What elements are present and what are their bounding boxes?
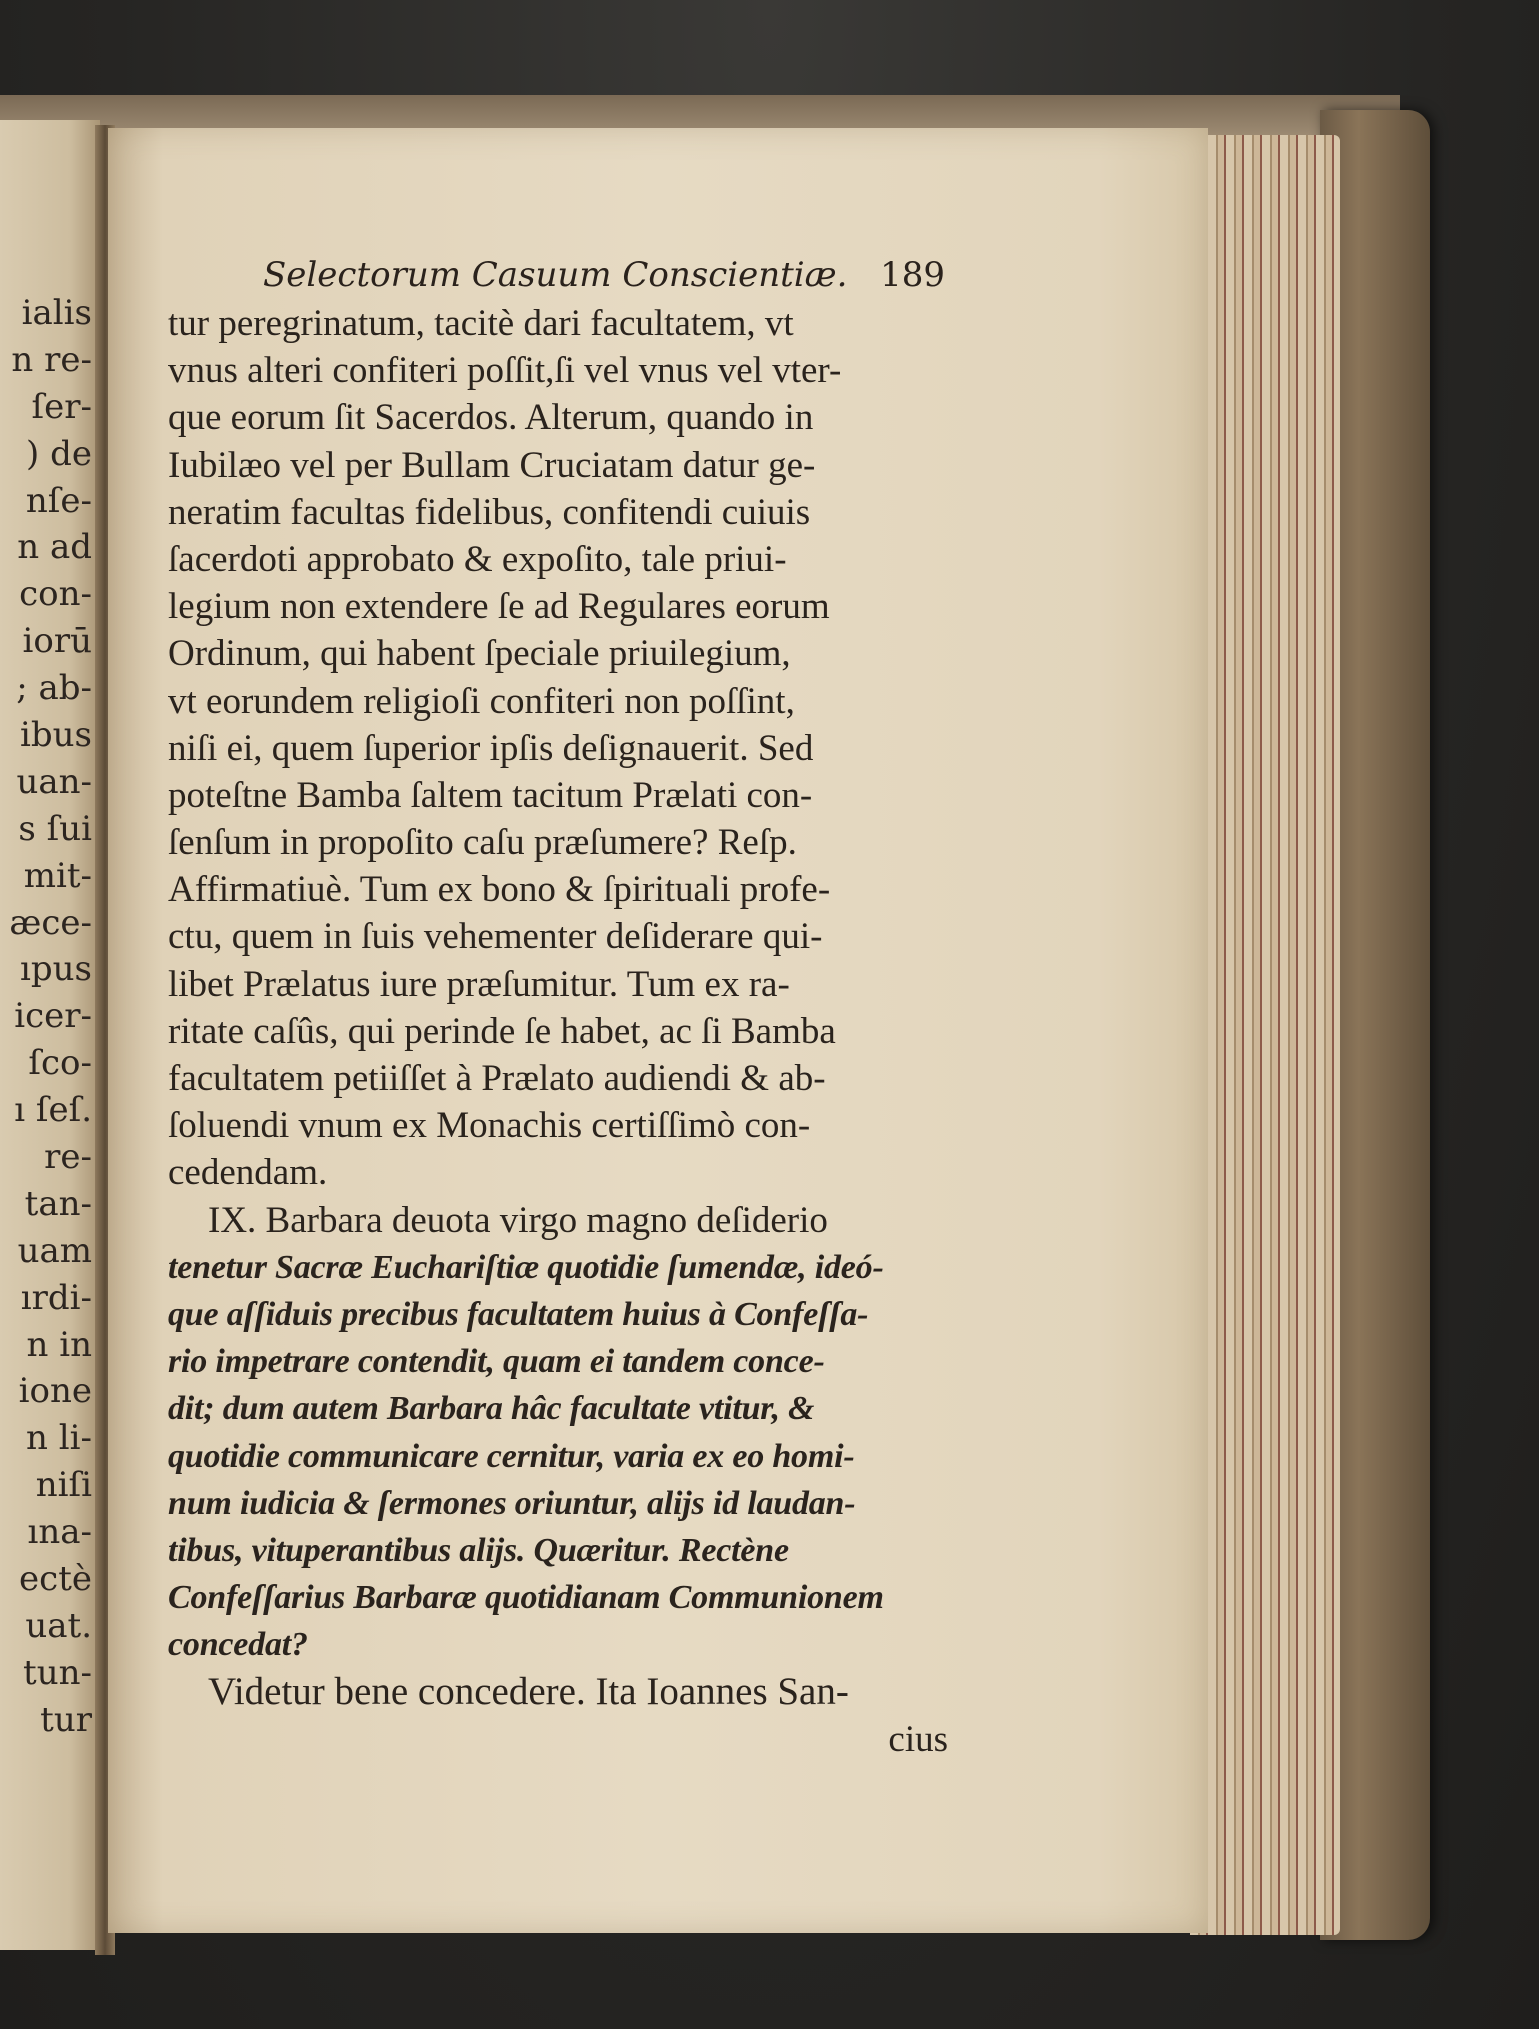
text-line: vt eorundem religioſi confiteri non poſſint, xyxy=(168,680,795,722)
text-line: Confeſſarius Barbaræ quotidianam Communionem xyxy=(168,1579,884,1617)
left-page-line: n re- xyxy=(11,339,92,380)
text-line: cius xyxy=(888,1718,948,1760)
left-page-line: tan- xyxy=(24,1183,92,1224)
text-line: Iubilæo vel per Bullam Cruciatam datur ge- xyxy=(168,444,816,486)
text-line: Videtur bene concedere. Ita Ioannes San- xyxy=(208,1670,849,1714)
left-page-line: uam xyxy=(17,1230,92,1271)
text-line: legium non extendere ſe ad Regulares eorum xyxy=(168,586,830,628)
text-line: niſi ei, quem ſuperior ipſis deſignauerit. Sed xyxy=(168,727,814,769)
left-page-line: uan- xyxy=(16,761,92,802)
text-line: rio impetrare contendit, quam ei tandem conce- xyxy=(168,1343,825,1381)
left-page-line: ına- xyxy=(27,1512,92,1553)
text-line: ſoluendi vnum ex Monachis certiſſimò con- xyxy=(168,1105,811,1147)
left-page-line: n li- xyxy=(26,1418,92,1459)
page-edges xyxy=(1190,135,1340,1935)
left-page-line: ibus xyxy=(20,715,92,756)
left-page-line: tun- xyxy=(23,1652,92,1693)
left-page-line: ione xyxy=(18,1371,92,1412)
left-page-line: ) de xyxy=(26,433,92,474)
text-line: neratim facultas fidelibus, confitendi cuiuis xyxy=(168,491,811,533)
text-line: ctu, quem in ſuis vehementer deſiderare qui- xyxy=(168,916,823,958)
text-line: tenetur Sacræ Euchariſtiæ quotidie ſumendæ, ideó- xyxy=(168,1248,884,1286)
text-line: concedat? xyxy=(168,1626,308,1664)
text-line: ſenſum in propoſito caſu præſumere? Reſp. xyxy=(168,822,797,864)
left-page-line: ırdi- xyxy=(20,1277,92,1318)
text-line: cedendam. xyxy=(168,1152,328,1194)
text-line: num iudicia & ſermones oriuntur, alijs id laudan- xyxy=(168,1484,856,1522)
left-page-line: ſco- xyxy=(28,1043,92,1084)
left-page-line: con- xyxy=(19,574,92,615)
left-page-line: ; ab- xyxy=(16,668,92,709)
left-page-line: ı ſeſ. xyxy=(14,1090,92,1131)
text-line: tur peregrinatum, tacitè dari facultatem, vt xyxy=(168,303,794,344)
text-line: quotidie communicare cernitur, varia ex eo homi- xyxy=(168,1437,855,1475)
body-text xyxy=(168,300,948,1763)
left-page-line: tur xyxy=(40,1699,92,1740)
text-line: IX. Barbara deuota virgo magno deſiderio xyxy=(208,1199,828,1241)
left-page-text xyxy=(0,290,98,1744)
page-number: 189 xyxy=(880,255,945,295)
text-line: dit; dum autem Barbara hâc facultate vtitur, & xyxy=(168,1390,815,1428)
text-line: ſacerdoti approbato & expoſito, tale priui- xyxy=(168,538,787,580)
left-page-line: ſer- xyxy=(31,386,92,427)
left-page-line: iorū xyxy=(22,621,92,662)
left-page-line: nſe- xyxy=(25,480,92,521)
left-page-line: ıpus xyxy=(20,949,92,990)
running-head xyxy=(155,255,945,305)
left-page-line: æce- xyxy=(9,902,92,943)
text-line: facultatem petiiſſet à Prælato audiendi & ab- xyxy=(168,1058,826,1099)
left-page-line: ectè xyxy=(19,1559,92,1600)
text-line: libet Prælatus iure præſumitur. Tum ex ra- xyxy=(168,963,790,1005)
running-head-title: Selectorum Casuum Conscientiæ. xyxy=(263,255,848,295)
text-line: poteſtne Bamba ſaltem tacitum Prælati con- xyxy=(168,774,813,816)
left-page-line: ialis xyxy=(21,293,92,333)
left-page-line: uat. xyxy=(25,1605,92,1646)
left-page-line: icer- xyxy=(14,996,92,1037)
text-line: que aſſiduis precibus facultatem huius à Confeſſa- xyxy=(168,1295,869,1333)
left-page-line: niſi xyxy=(35,1465,92,1506)
text-line: Affirmatiuè. Tum ex bono & ſpirituali profe- xyxy=(168,869,831,911)
text-line: que eorum ſit Sacerdos. Alterum, quando in xyxy=(168,397,814,439)
left-page-line: s ſui xyxy=(18,808,92,849)
left-page-line: mit- xyxy=(23,855,92,896)
left-page-line: n in xyxy=(26,1324,92,1365)
left-page-line: re- xyxy=(44,1137,92,1178)
text-line: vnus alteri confiteri poſſit,ſi vel vnus vel vter- xyxy=(168,350,842,392)
text-line: tibus, vituperantibus alijs. Quæritur. Rectène xyxy=(168,1531,789,1569)
text-line: Ordinum, qui habent ſpeciale priuilegium, xyxy=(168,633,791,675)
text-line: ritate caſûs, qui perinde ſe habet, ac ſi Bamba xyxy=(168,1010,836,1052)
left-page-line: n ad xyxy=(17,527,92,568)
